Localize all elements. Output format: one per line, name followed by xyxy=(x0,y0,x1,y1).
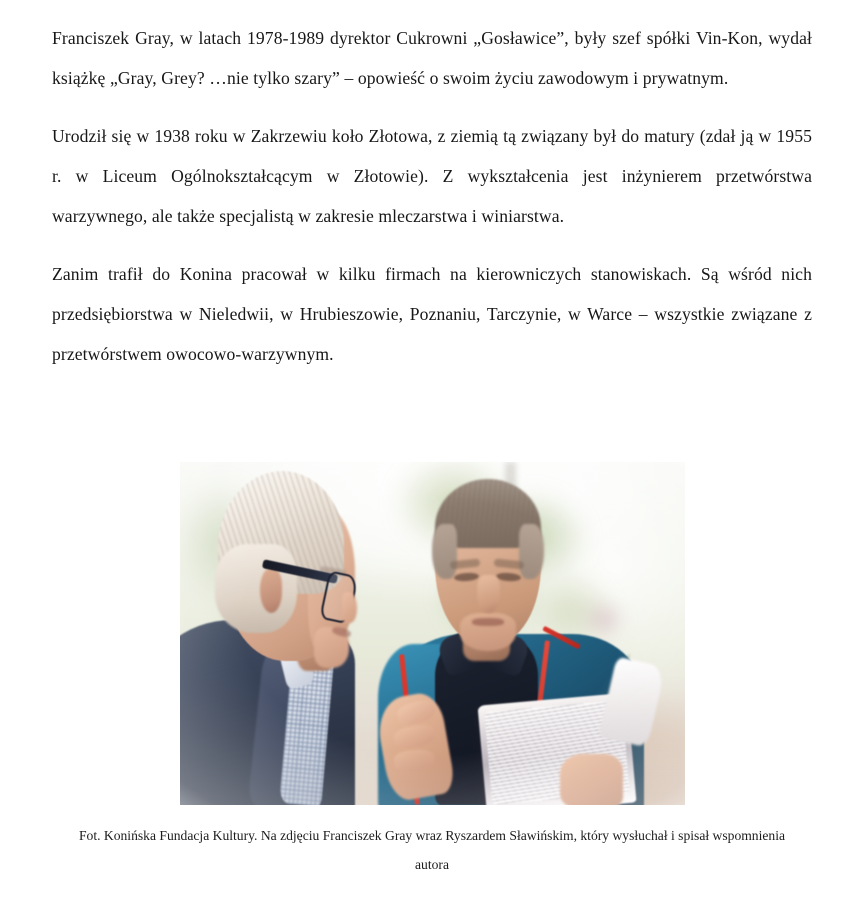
article-body xyxy=(52,18,812,374)
article-figure xyxy=(0,462,864,879)
right-man-temple-right xyxy=(519,524,544,579)
paragraph-2: Urodził się w 1938 roku w Zakrzewiu koło Złotowa, z ziemią tą związany był do matury (zdał ją w 1955 r. w Liceum Ogólnokształcącym w Złotowie). Z wykształcenia jest inżynierem przetwórstwa warzywnego, ale także specjalistą w zakresie mleczarstwa i winiarstwa. xyxy=(52,126,812,226)
figure-caption: Fot. Konińska Fundacja Kultury. Na zdjęciu Franciszek Gray wraz Ryszardem Sławińskim, który wysłuchał i spisał wspomnienia autora xyxy=(78,828,786,872)
left-man-ear xyxy=(260,568,282,613)
person-right-franciszek-gray xyxy=(382,462,685,805)
paragraph-1: Franciszek Gray, w latach 1978-1989 dyrektor Cukrowni „Gosławice”, były szef spółki Vin-Kon, wydał książkę „Gray, Grey? …nie tylko szary” – opowieść o swoim życiu zawodowym i prywatnym. xyxy=(52,28,812,88)
right-man-nose xyxy=(477,575,500,613)
right-man-hand-holding-book xyxy=(560,754,623,805)
right-man-temple-left xyxy=(432,524,457,579)
right-man-mouth xyxy=(472,618,503,626)
photo-franciszek-gray xyxy=(180,462,685,805)
paragraph-3: Zanim trafił do Konina pracował w kilku firmach na kierowniczych stanowiskach. Są wśród nich przedsiębiorstwa w Nieledwii, w Hrubieszowie, Poznaniu, Tarczynie, w Warce – wszystkie związane z przetwórstwem owocowo-warzywnym. xyxy=(52,264,812,364)
left-man-hair-side xyxy=(215,544,297,633)
left-man-nose xyxy=(342,592,357,623)
